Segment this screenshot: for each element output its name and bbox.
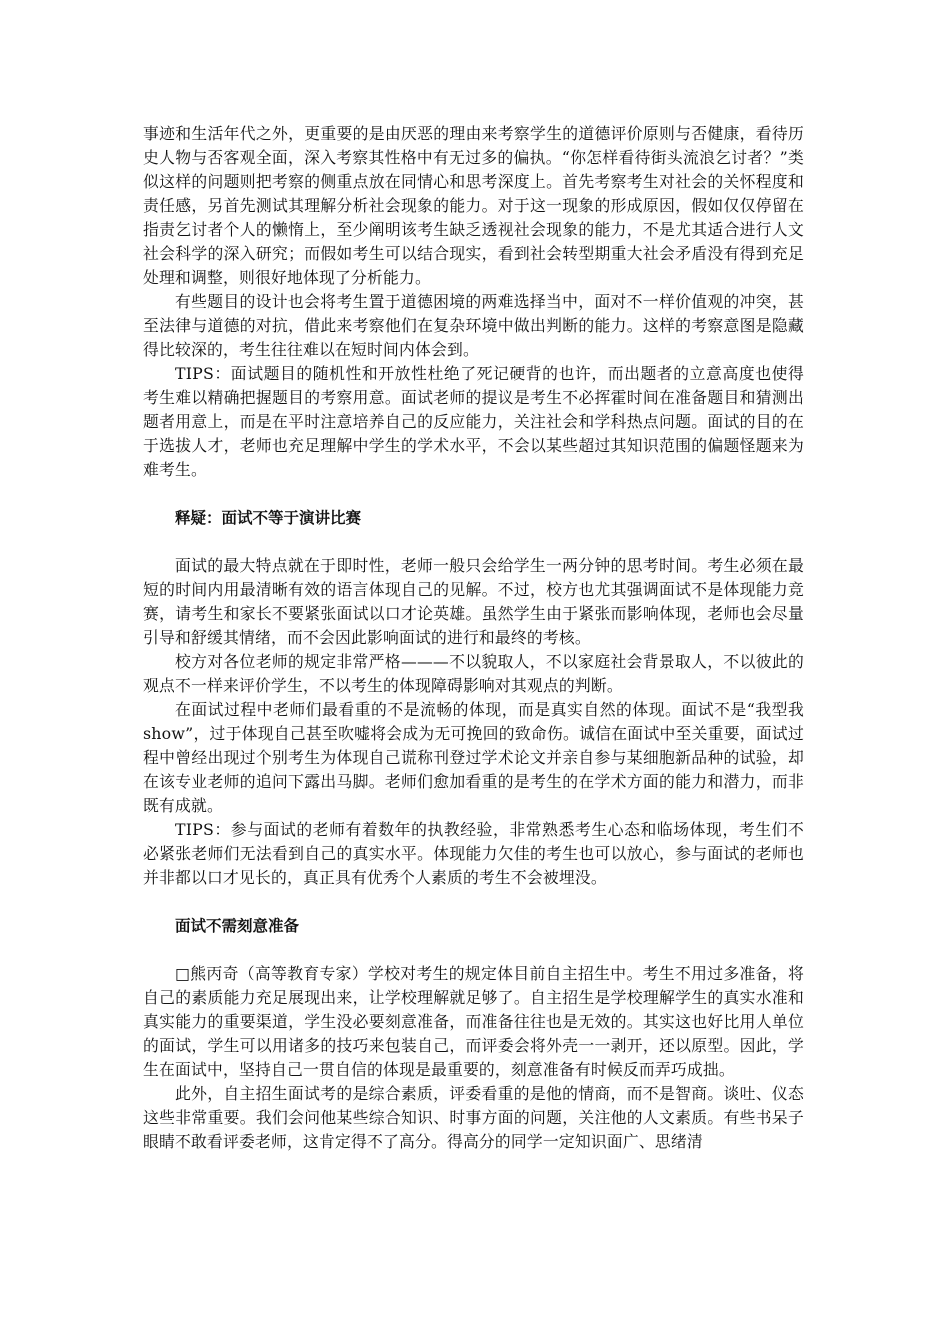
document-body [143,122,804,1154]
tips-paragraph: TIPS：面试题目的随机性和开放性杜绝了死记硬背的也许，而出题者的立意高度也使得考生难以精确把握题目的考察用意。面试老师的提议是考生不必挥霍时间在准备题目和猜测出题者用意上，而是在平时注意培养自己的反应能力，关注社会和学科热点问题。面试的目的在于选拔人才，老师也充足理解中学生的学术水平，不会以某些超过其知识范围的偏题怪题来为难考生。 [143,364,804,479]
spacer [143,482,804,506]
paragraph: 校方对各位老师的规定非常严格———不以貌取人，不以家庭社会背景取人，不以彼此的观点不一样来评价学生，不以考生的体现障碍影响对其观点的判断。 [143,652,804,695]
spacer [143,938,804,962]
paragraph: □熊丙奇（高等教育专家）学校对考生的规定体目前自主招生中。考生不用过多准备，将自己的素质能力充足展现出来，让学校理解就足够了。自主招生是学校理解学生的真实水准和真实能力的重要渠道，学生没必要刻意准备，而准备往往也是无效的。其实这也好比用人单位的面试，学生可以用诸多的技巧来包装自己，而评委会将外壳一一剥开，还以原型。因此，学生在面试中，坚持自己一贯自信的体现是最重要的，刻意准备有时候反而弄巧成拙。 [143,964,804,1079]
paragraph: 此外，自主招生面试考的是综合素质，评委看重的是他的情商，而不是智商。谈吐、仪态这些非常重要。我们会问他某些综合知识、时事方面的问题，关注他的人文素质。有些书呆子眼睛不敢看评委老师，这肯定得不了高分。得高分的同学一定知识面广、思绪清 [143,1084,804,1151]
paragraph: 在面试过程中老师们最看重的不是流畅的体现，而是真实自然的体现。面试不是“我型我 show”，过于体现自己甚至吹嘘将会成为无可挽回的致命伤。诚信在面试中至关重要，面试过程中曾经出现过个别考生为体现自己谎称刊登过学术论文并亲自参与某细胞新品种的试验，却在该专业老师的追问下露出马脚。老师们愈加看重的是考生的在学术方面的能力和潜力，而非既有成就。 [143,700,804,815]
spacer [143,530,804,554]
paragraph: 有些题目的设计也会将考生置于道德困境的两难选择当中，面对不一样价值观的冲突，甚至法律与道德的对抗，借此来考察他们在复杂环境中做出判断的能力。这样的考察意图是隐藏得比较深的，考生往往难以在短时间内体会到。 [143,292,804,359]
spacer [143,890,804,914]
tips-paragraph: TIPS：参与面试的老师有着数年的执教经验，非常熟悉考生心态和临场体现，考生们不必紧张老师们无法看到自己的真实水平。体现能力欠佳的考生也可以放心，参与面试的老师也并非都以口才见长的，真正具有优秀个人素质的考生不会被埋没。 [143,820,804,887]
section-heading: 面试不需刻意准备 [175,917,300,935]
paragraph: 事迹和生活年代之外，更重要的是由厌恶的理由来考察学生的道德评价原则与否健康，看待历史人物与否客观全面，深入考察其性格中有无过多的偏执。“你怎样看待街头流浪乞讨者？”类似这样的问题则把考察的侧重点放在同情心和思考深度上。首先考察考生对社会的关怀程度和责任感，另首先测试其理解分析社会现象的能力。对于这一现象的形成原因，假如仅仅停留在指责乞讨者个人的懒惰上，至少阐明该考生缺乏透视社会现象的能力，不是尤其适合进行人文社会科学的深入研究；而假如考生可以结合现实，看到社会转型期重大社会矛盾没有得到充足处理和调整，则很好地体现了分析能力。 [143,124,804,287]
paragraph: 面试的最大特点就在于即时性，老师一般只会给学生一两分钟的思考时间。考生必须在最短的时间内用最清晰有效的语言体现自己的见解。不过，校方也尤其强调面试不是体现能力竞赛，请考生和家长不要紧张面试以口才论英雄。虽然学生由于紧张而影响体现，老师也会尽量引导和舒缓其情绪，而不会因此影响面试的进行和最终的考核。 [143,556,804,647]
section-heading: 释疑：面试不等于演讲比赛 [175,509,362,527]
